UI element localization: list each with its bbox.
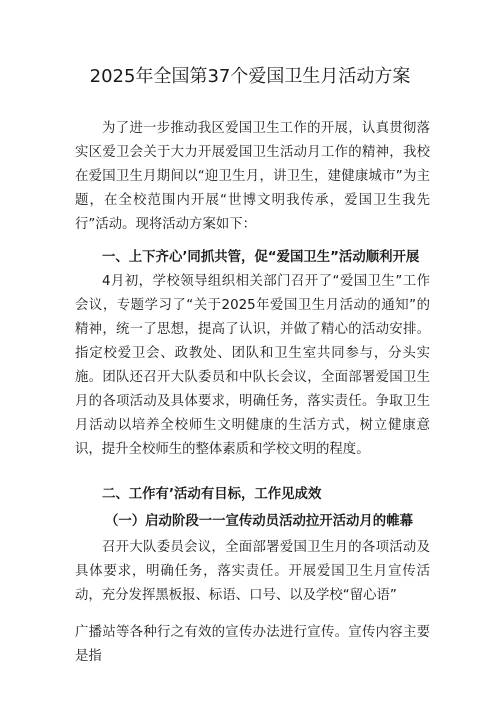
intro-paragraph: 为了进一步推动我区爱国卫生工作的开展，认真贯彻落实区爱卫会关于大力开展爱国卫生活动月工作的精神，我校在爱国卫生月期间以“迎卫生月，讲卫生，建健康城市”为主题，在全校范围内开展“世博文明我传承，爱国卫生我先行”活动。现将活动方案如下： [75, 121, 430, 232]
section-2-heading: 二、工作有’活动有目标，工作见成效 [102, 487, 322, 502]
section-1-heading: 一、上下齐心’同抓共管，促“爱国卫生”活动顺利开展 [102, 250, 420, 265]
section-1-paragraph: 4月初，学校领导组织相关部门召开了“爱国卫生”工作会议，专题学习了“关于2025年爱国卫生月活动的通知”的精神，统一了思想，提高了认识，并做了精心的活动安排。指定校爱卫会、政教处、团队和卫生室共同参与，分头实施。团队还召开大队委员和中队长会议，全面部署爱国卫生月的各项活动及具体要求，明确任务，落实责任。争取卫生月活动以培养全校师生文明健康的生活方式，树立健康意识，提升全校师生的整体素质和学校文明的程度。 [75, 274, 430, 457]
subsection-1-heading: （一）启动阶段一一宣传动员活动拉开活动月的帷幕 [105, 514, 413, 529]
subsection-1-paragraph: 召开大队委员会议，全面部署爱国卫生月的各项活动及具体要求，明确任务，落实责任。开展爱国卫生月宣传活动，充分发挥黑板报、标语、口号、以及学校“留心语” [75, 540, 430, 603]
document-title: 2025年全国第37个爱国卫生月活动方案 [89, 66, 411, 87]
subsection-1-paragraph-continued: 广播站等各种行之有效的宣传办法进行宣传。宣传内容主要是指 [75, 625, 430, 664]
